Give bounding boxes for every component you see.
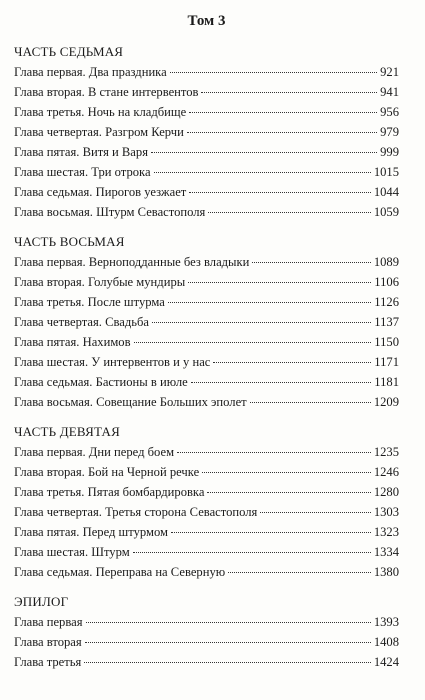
dot-leader — [189, 192, 371, 193]
dot-leader — [171, 532, 371, 533]
chapter-list — [14, 252, 399, 412]
toc-entry — [14, 142, 399, 162]
toc-entry — [14, 372, 399, 392]
page-number: 1106 — [374, 275, 399, 289]
volume-title: Том 3 — [187, 13, 226, 29]
chapter-list — [14, 612, 399, 672]
page-number: 941 — [380, 85, 399, 99]
chapter-title: Глава четвертая. Третья сторона Севастополя — [14, 505, 258, 519]
dot-leader — [170, 72, 377, 73]
toc-entry — [14, 632, 399, 652]
toc-entry — [14, 522, 399, 542]
chapter-title: Глава пятая. Витя и Варя — [14, 145, 148, 159]
page-number: 1181 — [374, 375, 399, 389]
toc-entry — [14, 442, 399, 462]
dot-leader — [202, 472, 371, 473]
toc-part — [14, 594, 399, 672]
page-number: 921 — [380, 65, 399, 79]
dot-leader — [168, 302, 371, 303]
chapter-title: Глава вторая — [14, 635, 82, 649]
toc-part — [14, 424, 399, 582]
chapter-title: Глава пятая. Нахимов — [14, 335, 131, 349]
dot-leader — [134, 342, 372, 343]
chapter-title: Глава восьмая. Совещание Больших эполет — [14, 395, 247, 409]
dot-leader — [201, 92, 377, 93]
toc-entry — [14, 202, 399, 222]
page-number: 1089 — [373, 255, 399, 269]
dot-leader — [252, 262, 370, 263]
page-number: 1303 — [373, 505, 399, 519]
page-number: 1380 — [373, 565, 399, 579]
page-number: 979 — [380, 125, 399, 139]
toc-parts — [14, 44, 399, 672]
page-number: 1044 — [373, 185, 399, 199]
dot-leader — [213, 362, 371, 363]
chapter-title: Глава первая. Два праздника — [14, 65, 167, 79]
toc-entry — [14, 102, 399, 122]
toc-entry — [14, 352, 399, 372]
part-title: ЧАСТЬ СЕДЬМАЯ — [14, 44, 124, 59]
page-number: 1137 — [374, 315, 399, 329]
part-title: ЧАСТЬ ДЕВЯТАЯ — [14, 424, 120, 439]
chapter-title: Глава шестая. Три отрока — [14, 165, 151, 179]
page-number: 1424 — [373, 655, 399, 669]
chapter-title: Глава вторая. В стане интервентов — [14, 85, 199, 99]
page-number: 1323 — [373, 525, 399, 539]
page-number: 1408 — [373, 635, 399, 649]
page-number: 1235 — [373, 445, 399, 459]
dot-leader — [177, 452, 371, 453]
page-number: 956 — [380, 105, 399, 119]
page-number: 1015 — [373, 165, 399, 179]
part-title: ЭПИЛОГ — [14, 594, 69, 609]
page-number: 1171 — [374, 355, 399, 369]
dot-leader — [85, 642, 371, 643]
chapter-title: Глава третья. Пятая бомбардировка — [14, 485, 205, 499]
toc-entry — [14, 122, 399, 142]
chapter-title: Глава четвертая. Свадьба — [14, 315, 150, 329]
toc-entry — [14, 482, 399, 502]
toc-entry — [14, 612, 399, 632]
dot-leader — [260, 512, 370, 513]
toc-entry — [14, 162, 399, 182]
chapter-title: Глава первая. Дни перед боем — [14, 445, 175, 459]
dot-leader — [154, 172, 371, 173]
dot-leader — [84, 662, 371, 663]
toc-entry — [14, 392, 399, 412]
dot-leader — [152, 322, 371, 323]
chapter-title: Глава первая. Верноподданные без владыки — [14, 255, 250, 269]
chapter-title: Глава вторая. Голубые мундиры — [14, 275, 186, 289]
chapter-list — [14, 442, 399, 582]
toc-entry — [14, 462, 399, 482]
dot-leader — [151, 152, 377, 153]
toc-entry — [14, 292, 399, 312]
dot-leader — [191, 382, 372, 383]
chapter-title: Глава седьмая. Пирогов уезжает — [14, 185, 187, 199]
chapter-title: Глава седьмая. Переправа на Северную — [14, 565, 226, 579]
dot-leader — [187, 132, 377, 133]
toc-entry — [14, 182, 399, 202]
chapter-title: Глава седьмая. Бастионы в июле — [14, 375, 188, 389]
dot-leader — [188, 282, 371, 283]
chapter-title: Глава шестая. Штурм — [14, 545, 130, 559]
page-number: 1059 — [373, 205, 399, 219]
part-title: ЧАСТЬ ВОСЬМАЯ — [14, 234, 125, 249]
toc-entry — [14, 252, 399, 272]
toc-entry — [14, 502, 399, 522]
page-number: 1246 — [373, 465, 399, 479]
dot-leader — [133, 552, 371, 553]
chapter-title: Глава третья — [14, 655, 82, 669]
toc-entry — [14, 312, 399, 332]
toc-entry — [14, 542, 399, 562]
dot-leader — [86, 622, 371, 623]
dot-leader — [228, 572, 371, 573]
toc-entry — [14, 272, 399, 292]
toc-entry — [14, 652, 399, 672]
dot-leader — [189, 112, 377, 113]
toc-entry — [14, 562, 399, 582]
toc-part — [14, 234, 399, 412]
chapter-title: Глава пятая. Перед штурмом — [14, 525, 168, 539]
chapter-title: Глава вторая. Бой на Черной речке — [14, 465, 200, 479]
chapter-title: Глава третья. После штурма — [14, 295, 165, 309]
chapter-list — [14, 62, 399, 222]
page-number: 1150 — [374, 335, 399, 349]
chapter-title: Глава первая — [14, 615, 83, 629]
dot-leader — [207, 492, 370, 493]
chapter-title: Глава шестая. У интервентов и у нас — [14, 355, 211, 369]
chapter-title: Глава восьмая. Штурм Севастополя — [14, 205, 206, 219]
toc-part — [14, 44, 399, 222]
toc-entry — [14, 62, 399, 82]
dot-leader — [208, 212, 370, 213]
toc-entry — [14, 332, 399, 352]
chapter-title: Глава третья. Ночь на кладбище — [14, 105, 187, 119]
dot-leader — [250, 402, 371, 403]
page-number: 999 — [380, 145, 399, 159]
page-number: 1126 — [374, 295, 399, 309]
chapter-title: Глава четвертая. Разгром Керчи — [14, 125, 184, 139]
page-number: 1393 — [373, 615, 399, 629]
page-number: 1209 — [373, 395, 399, 409]
toc-entry — [14, 82, 399, 102]
page-number: 1334 — [373, 545, 399, 559]
page-number: 1280 — [373, 485, 399, 499]
